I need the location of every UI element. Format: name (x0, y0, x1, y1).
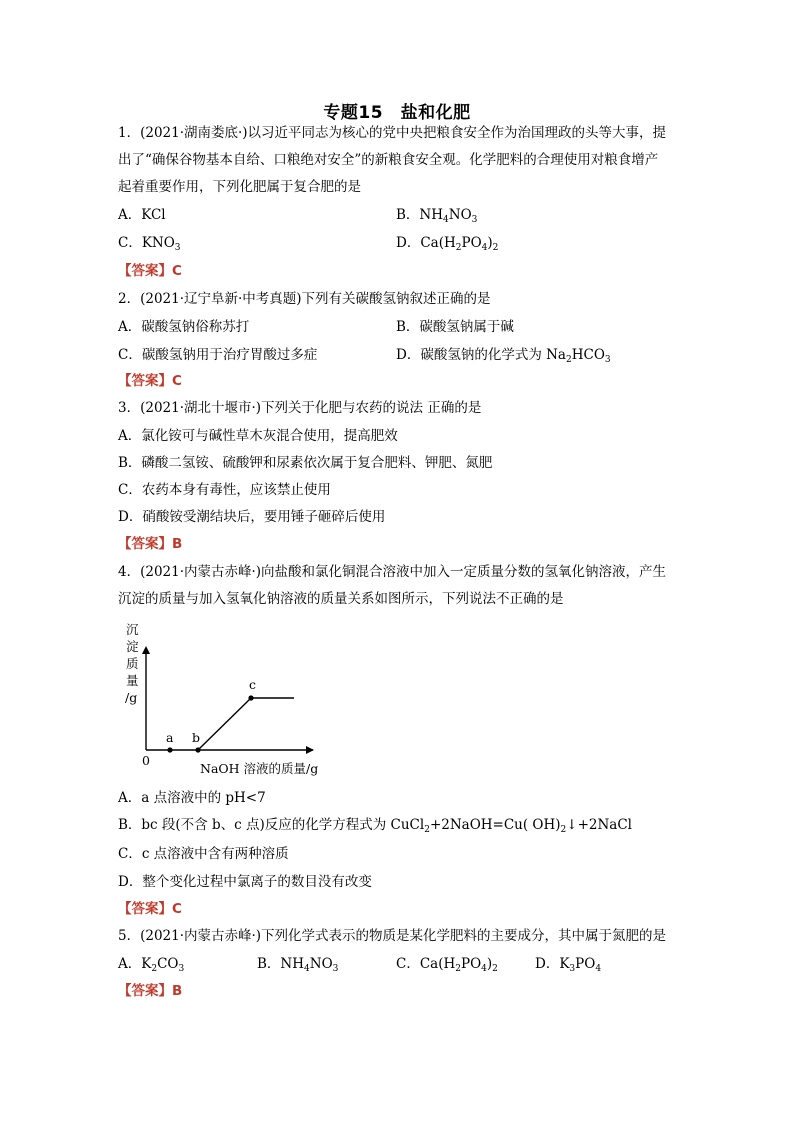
q5-option-a: A．$K_2CO_3$ (118, 956, 185, 974)
q4-graph (118, 620, 328, 785)
q1-option-a: A．KCl (118, 207, 166, 223)
x-axis-arrow (306, 746, 314, 754)
q2-option-c: C．碳酸氢钠用于治疗胃酸过多症 (118, 347, 318, 363)
q1-option-d: D．$Ca(H_2PO_4)_2$ (396, 235, 499, 253)
q1-line-2: 出了“确保谷物基本自给、口粮绝对安全”的新粮食安全观。化学肥料的合理使用对粮食增产 (118, 152, 659, 168)
point-a (167, 747, 172, 752)
q5-line-1: 5．(2021·内蒙古赤峰·)下列化学式表示的物质是某化学肥料的主要成分，其中属于氮肥的是 (118, 928, 667, 944)
q1-option-c: C．$KNO_3$ (118, 235, 181, 253)
q3-line-1: 3．(2021·湖北十堰市·)下列关于化肥与农药的说法 正确的是 (118, 400, 482, 416)
q3-option-b: B．磷酸二氢铵、硫酸钾和尿素依次属于复合肥料、钾肥、氮肥 (118, 455, 493, 471)
q5-option-c: C．$Ca(H_2PO_4)_2$ (396, 956, 498, 974)
point-b-label: b (192, 730, 201, 745)
q4-option-c: C．c 点溶液中含有两种溶质 (118, 846, 289, 862)
origin-label: 0 (142, 753, 150, 768)
q4-option-d: D．整个变化过程中氯离子的数目没有改变 (118, 874, 372, 890)
q4-line-2: 沉淀的质量与加入氢氧化钠溶液的质量关系如图所示，下列说法不正确的是 (118, 591, 564, 607)
page-title: 专题15 盐和化肥 (323, 103, 471, 123)
q5-option-b: B．$NH_4NO_3$ (257, 956, 339, 974)
y-label-unit: /g (125, 690, 138, 705)
q3-answer: 【答案】B (118, 536, 183, 552)
y-label-2: 淀 (126, 639, 139, 654)
y-label-1: 沉 (126, 622, 139, 637)
y-label-4: 量 (126, 673, 139, 688)
q2-option-d: D．碳酸氢钠的化学式为 $Na_2HCO_3$ (396, 347, 611, 365)
q2-option-a: A．碳酸氢钠俗称苏打 (118, 319, 250, 335)
point-a-label: a (166, 730, 174, 745)
q4-option-a: A．a 点溶液中的 pH<7 (118, 790, 266, 806)
q5-answer: 【答案】B (118, 983, 183, 999)
q4-line-1: 4．(2021·内蒙古赤峰·)向盐酸和氯化铜混合溶液中加入一定质量分数的氢氧化钠溶液，产生 (118, 564, 667, 580)
point-c-label: c (249, 677, 257, 692)
q2-line-1: 2．(2021·辽宁阜新·中考真题)下列有关碳酸氢钠叙述正确的是 (118, 291, 491, 307)
q4-answer: 【答案】C (118, 901, 182, 917)
q5-option-d: D．$K_3PO_4$ (535, 956, 602, 974)
q1-answer: 【答案】C (118, 263, 182, 279)
q3-option-a: A．氯化铵可与碱性草木灰混合使用，提高肥效 (118, 428, 398, 444)
q3-option-c: C．农药本身有毒性，应该禁止使用 (118, 482, 331, 498)
q1-line-3: 起着重要作用，下列化肥属于复合肥的是 (118, 179, 361, 195)
q3-option-d: D．硝酸铵受潮结块后，要用锤子砸碎后使用 (118, 509, 386, 525)
point-c (248, 695, 253, 700)
q1-option-b: B．$NH_4NO_3$ (396, 207, 478, 225)
x-axis-label: NaOH 溶液的质量/g (200, 761, 319, 776)
point-b (195, 747, 200, 752)
q2-option-b: B．碳酸氢钠属于碱 (396, 319, 514, 335)
y-axis-arrow (142, 646, 150, 654)
q1-line-1: 1．(2021·湖南娄底·)以习近平同志为核心的党中央把粮食安全作为治国理政的头等大事，提 (118, 125, 667, 141)
y-label-3: 质 (126, 656, 139, 671)
q4-option-b: B．bc 段(不含 b、c 点)反应的化学方程式为 CuCl$_2$+2NaOH=Cu( $OH)_2↓+2NaCl$ (118, 817, 633, 835)
q2-answer: 【答案】C (118, 373, 182, 389)
bc-segment (198, 698, 251, 750)
